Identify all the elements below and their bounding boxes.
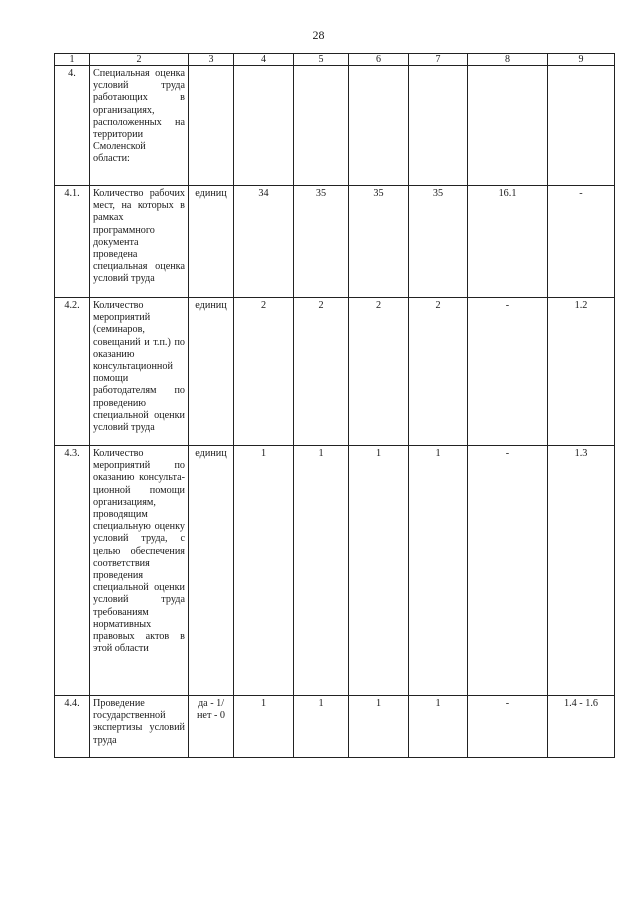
- value-cell: 1: [294, 696, 349, 758]
- value-cell: 1: [234, 446, 294, 696]
- row-number: 4.1.: [55, 186, 90, 298]
- unit-cell: [189, 66, 234, 186]
- value-cell: [234, 66, 294, 186]
- value-cell: 35: [294, 186, 349, 298]
- header-cell-2: 2: [90, 54, 189, 66]
- table-row: [55, 696, 615, 758]
- row-number: 4.: [55, 66, 90, 186]
- header-cell-8: 8: [468, 54, 548, 66]
- value-cell: 1.4 - 1.6: [548, 696, 615, 758]
- value-cell: -: [548, 186, 615, 298]
- value-cell: 1: [294, 446, 349, 696]
- row-description: Специальная оценка условий труда работающих в организациях, расположенных на территории Смоленской области:: [90, 66, 189, 186]
- page-number: 28: [312, 28, 325, 42]
- table-row: [55, 66, 615, 186]
- value-cell: 1.3: [548, 446, 615, 696]
- unit-cell: да - 1/нет - 0: [189, 696, 234, 758]
- value-cell: 1: [409, 696, 468, 758]
- value-cell: 35: [409, 186, 468, 298]
- value-cell: [468, 66, 548, 186]
- value-cell: -: [468, 446, 548, 696]
- value-cell: [349, 66, 409, 186]
- header-cell-5: 5: [294, 54, 349, 66]
- header-cell-4: 4: [234, 54, 294, 66]
- header-cell-3: 3: [189, 54, 234, 66]
- value-cell: 2: [409, 298, 468, 446]
- value-cell: 1.2: [548, 298, 615, 446]
- row-number: 4.2.: [55, 298, 90, 446]
- value-cell: 2: [294, 298, 349, 446]
- header-row: [55, 54, 615, 66]
- header-cell-9: 9: [548, 54, 615, 66]
- value-cell: [548, 66, 615, 186]
- value-cell: 1: [349, 696, 409, 758]
- value-cell: 35: [349, 186, 409, 298]
- value-cell: 2: [349, 298, 409, 446]
- value-cell: -: [468, 298, 548, 446]
- table-row: [55, 446, 615, 696]
- value-cell: -: [468, 696, 548, 758]
- unit-cell: единиц: [189, 446, 234, 696]
- indicators-table: [54, 53, 615, 758]
- value-cell: [294, 66, 349, 186]
- row-description: Количество рабочих мест, на которых в рамках программного документа проведена специальная оценка условий труда: [90, 186, 189, 298]
- table-row: [55, 298, 615, 446]
- row-description: Количество мероприятий по оказанию консульта-ционной помощи организациям, проводящим специальную оценку условий труда, с целью обеспечения соответствия проведения специальной оценки условий труда требованиям нормативных правовых актов в этой области: [90, 446, 189, 696]
- row-description: Количество мероприятий (семинаров, совещаний и т.п.) по оказанию консультационной помощи работодателям по проведению специальной оценки условий труда: [90, 298, 189, 446]
- value-cell: 1: [409, 446, 468, 696]
- unit-cell: единиц: [189, 298, 234, 446]
- row-description: Проведение государственной экспертизы условий труда: [90, 696, 189, 758]
- value-cell: [409, 66, 468, 186]
- value-cell: 34: [234, 186, 294, 298]
- unit-cell: единиц: [189, 186, 234, 298]
- row-number: 4.4.: [55, 696, 90, 758]
- header-cell-6: 6: [349, 54, 409, 66]
- header-cell-7: 7: [409, 54, 468, 66]
- value-cell: 1: [349, 446, 409, 696]
- value-cell: 16.1: [468, 186, 548, 298]
- value-cell: 2: [234, 298, 294, 446]
- value-cell: 1: [234, 696, 294, 758]
- row-number: 4.3.: [55, 446, 90, 696]
- table-row: [55, 186, 615, 298]
- header-cell-1: 1: [55, 54, 90, 66]
